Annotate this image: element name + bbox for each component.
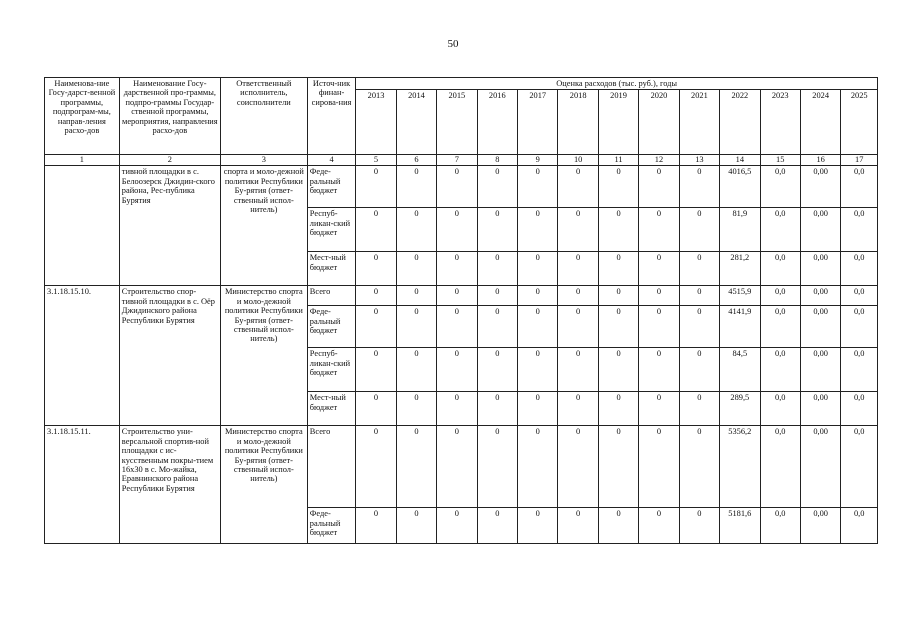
value-cell: 0 xyxy=(639,508,679,544)
value-cell: 0 xyxy=(558,286,598,306)
value-cell: 0 xyxy=(518,252,558,286)
value-cell: 0 xyxy=(598,252,638,286)
column-numbers-row xyxy=(45,155,878,166)
value-cell: 0 xyxy=(639,286,679,306)
activity-name-cell: Строительство спор-тивной площадки в с. Оёр Джидинского района Республики Бурятия xyxy=(119,286,220,426)
value-cell: 0 xyxy=(679,252,719,286)
code-cell: 3.1.18.15.11. xyxy=(45,426,120,544)
header-cost-estimate: Оценка расходов (тыс. руб.), годы xyxy=(356,78,878,90)
value-cell: 0,0 xyxy=(841,306,878,348)
value-cell: 0 xyxy=(518,508,558,544)
header-activity-name: Наименование Госу-дарственной про-граммы, подпро-граммы Государ-ственной программы, мероприятия, направления расхо-дов xyxy=(119,78,220,155)
value-cell: 0,0 xyxy=(760,392,800,426)
value-cell: 0 xyxy=(639,166,679,208)
value-cell: 0 xyxy=(598,286,638,306)
value-cell: 0 xyxy=(396,426,436,508)
year-header: 2018 xyxy=(558,90,598,155)
value-cell: 0 xyxy=(639,208,679,252)
value-cell: 0 xyxy=(396,286,436,306)
funding-source-cell: Мест-ный бюджет xyxy=(307,392,356,426)
value-cell: 0,0 xyxy=(760,348,800,392)
value-cell: 5181,6 xyxy=(720,508,760,544)
funding-source-cell: Феде-ральный бюджет xyxy=(307,306,356,348)
funding-source-cell: Феде-ральный бюджет xyxy=(307,166,356,208)
value-cell: 0 xyxy=(639,426,679,508)
table-body xyxy=(45,166,878,544)
header-funding-source: Источ-ник финан-сирова-ния xyxy=(307,78,356,155)
value-cell: 0 xyxy=(356,426,396,508)
header-program-name: Наименова-ние Госу-дарст-венной программы, подпрограм-мы, направ-ления расхо-дов xyxy=(45,78,120,155)
funding-source-cell: Феде-ральный бюджет xyxy=(307,508,356,544)
column-number: 14 xyxy=(720,155,760,166)
value-cell: 0 xyxy=(598,508,638,544)
column-number: 12 xyxy=(639,155,679,166)
value-cell: 0,00 xyxy=(800,392,840,426)
funding-source-cell: Респуб-ликан-ский бюджет xyxy=(307,208,356,252)
value-cell: 0 xyxy=(679,392,719,426)
value-cell: 0 xyxy=(518,208,558,252)
value-cell: 0 xyxy=(437,392,477,426)
value-cell: 0,00 xyxy=(800,306,840,348)
table-row xyxy=(45,166,878,208)
value-cell: 0 xyxy=(356,348,396,392)
value-cell: 0 xyxy=(558,306,598,348)
value-cell: 0 xyxy=(477,252,517,286)
value-cell: 0 xyxy=(679,348,719,392)
column-number: 15 xyxy=(760,155,800,166)
value-cell: 0,0 xyxy=(841,348,878,392)
year-header: 2016 xyxy=(477,90,517,155)
value-cell: 0 xyxy=(356,392,396,426)
column-number: 17 xyxy=(841,155,878,166)
column-number: 5 xyxy=(356,155,396,166)
year-header: 2022 xyxy=(720,90,760,155)
value-cell: 0 xyxy=(437,208,477,252)
table-row xyxy=(45,426,878,508)
value-cell: 4141,9 xyxy=(720,306,760,348)
value-cell: 0 xyxy=(477,348,517,392)
value-cell: 0 xyxy=(437,508,477,544)
year-header: 2023 xyxy=(760,90,800,155)
value-cell: 0,0 xyxy=(841,392,878,426)
year-header: 2013 xyxy=(356,90,396,155)
value-cell: 0,0 xyxy=(760,252,800,286)
value-cell: 0 xyxy=(518,392,558,426)
value-cell: 0 xyxy=(518,306,558,348)
funding-source-cell: Всего xyxy=(307,426,356,508)
value-cell: 0 xyxy=(437,306,477,348)
value-cell: 0 xyxy=(558,166,598,208)
budget-table xyxy=(44,77,878,544)
column-number: 7 xyxy=(437,155,477,166)
value-cell: 0 xyxy=(356,508,396,544)
year-header: 2025 xyxy=(841,90,878,155)
value-cell: 0 xyxy=(558,252,598,286)
value-cell: 0,0 xyxy=(841,426,878,508)
value-cell: 0 xyxy=(477,208,517,252)
value-cell: 0 xyxy=(437,166,477,208)
executor-cell: Министерство спорта и моло-дежной политики Республики Бу-рятия (ответ-ственный испол-нитель) xyxy=(220,426,307,544)
value-cell: 0 xyxy=(518,286,558,306)
year-header: 2020 xyxy=(639,90,679,155)
value-cell: 0 xyxy=(558,348,598,392)
value-cell: 0 xyxy=(437,286,477,306)
value-cell: 0 xyxy=(396,208,436,252)
value-cell: 0 xyxy=(396,348,436,392)
value-cell: 0 xyxy=(679,286,719,306)
value-cell: 0 xyxy=(477,306,517,348)
value-cell: 0 xyxy=(356,166,396,208)
funding-source-cell: Всего xyxy=(307,286,356,306)
year-header: 2019 xyxy=(598,90,638,155)
value-cell: 4016,5 xyxy=(720,166,760,208)
header-executor: Ответственный исполнитель, соисполнители xyxy=(220,78,307,155)
value-cell: 81,9 xyxy=(720,208,760,252)
value-cell: 0,0 xyxy=(760,426,800,508)
value-cell: 0 xyxy=(396,252,436,286)
value-cell: 0 xyxy=(679,508,719,544)
activity-name-cell: Строительство уни-версальной спортив-ной площадки с ис-кусственным покры-тием 16х30 в с. Мо-жайка, Еравнинского района Республики Бурятия xyxy=(119,426,220,544)
value-cell: 0 xyxy=(679,306,719,348)
year-header: 2021 xyxy=(679,90,719,155)
value-cell: 4515,9 xyxy=(720,286,760,306)
value-cell: 0,0 xyxy=(841,208,878,252)
activity-name-cell: тивной площадки в с. Белоозерск Джидин-ского района, Рес-публика Бурятия xyxy=(119,166,220,286)
column-number: 6 xyxy=(396,155,436,166)
value-cell: 0 xyxy=(598,392,638,426)
column-number: 16 xyxy=(800,155,840,166)
value-cell: 0,0 xyxy=(841,286,878,306)
value-cell: 0,00 xyxy=(800,166,840,208)
value-cell: 0 xyxy=(598,166,638,208)
value-cell: 0,0 xyxy=(760,306,800,348)
page-number: 50 xyxy=(447,38,459,50)
funding-source-cell: Мест-ный бюджет xyxy=(307,252,356,286)
value-cell: 0 xyxy=(518,348,558,392)
value-cell: 0 xyxy=(437,426,477,508)
value-cell: 84,5 xyxy=(720,348,760,392)
value-cell: 0,0 xyxy=(760,286,800,306)
value-cell: 0 xyxy=(396,166,436,208)
value-cell: 0,0 xyxy=(841,252,878,286)
value-cell: 0 xyxy=(477,392,517,426)
value-cell: 0 xyxy=(558,426,598,508)
code-cell: 3.1.18.15.10. xyxy=(45,286,120,426)
value-cell: 0 xyxy=(356,286,396,306)
value-cell: 0 xyxy=(598,306,638,348)
value-cell: 0 xyxy=(477,508,517,544)
value-cell: 0,00 xyxy=(800,208,840,252)
year-header: 2024 xyxy=(800,90,840,155)
value-cell: 0 xyxy=(679,426,719,508)
table-row xyxy=(45,286,878,306)
value-cell: 0,0 xyxy=(841,166,878,208)
funding-source-cell: Респуб-ликан-ский бюджет xyxy=(307,348,356,392)
value-cell: 0 xyxy=(598,208,638,252)
executor-cell: спорта и моло-дежной политики Республики Бу-рятия (ответ-ственный испол-нитель) xyxy=(220,166,307,286)
value-cell: 0 xyxy=(396,392,436,426)
column-number: 1 xyxy=(45,155,120,166)
value-cell: 0 xyxy=(558,508,598,544)
year-header: 2014 xyxy=(396,90,436,155)
column-number: 3 xyxy=(220,155,307,166)
value-cell: 0 xyxy=(639,348,679,392)
value-cell: 0 xyxy=(679,208,719,252)
value-cell: 0 xyxy=(356,306,396,348)
value-cell: 0 xyxy=(518,426,558,508)
value-cell: 0 xyxy=(639,392,679,426)
value-cell: 0 xyxy=(437,348,477,392)
value-cell: 0 xyxy=(679,166,719,208)
year-header: 2017 xyxy=(518,90,558,155)
value-cell: 0 xyxy=(477,166,517,208)
value-cell: 0 xyxy=(558,208,598,252)
column-number: 2 xyxy=(119,155,220,166)
value-cell: 0 xyxy=(396,306,436,348)
value-cell: 0 xyxy=(477,286,517,306)
year-header: 2015 xyxy=(437,90,477,155)
executor-cell: Министерство спорта и моло-дежной политики Республики Бу-рятия (ответ-ственный испол-нитель) xyxy=(220,286,307,426)
value-cell: 0,00 xyxy=(800,508,840,544)
column-number: 13 xyxy=(679,155,719,166)
value-cell: 289,5 xyxy=(720,392,760,426)
value-cell: 0 xyxy=(356,208,396,252)
column-number: 11 xyxy=(598,155,638,166)
value-cell: 0,00 xyxy=(800,252,840,286)
column-number: 9 xyxy=(518,155,558,166)
value-cell: 0 xyxy=(437,252,477,286)
value-cell: 281,2 xyxy=(720,252,760,286)
value-cell: 0 xyxy=(639,252,679,286)
value-cell: 5356,2 xyxy=(720,426,760,508)
value-cell: 0,00 xyxy=(800,348,840,392)
value-cell: 0,0 xyxy=(841,508,878,544)
value-cell: 0,00 xyxy=(800,426,840,508)
value-cell: 0,0 xyxy=(760,166,800,208)
value-cell: 0,0 xyxy=(760,208,800,252)
value-cell: 0 xyxy=(356,252,396,286)
value-cell: 0,0 xyxy=(760,508,800,544)
value-cell: 0 xyxy=(558,392,598,426)
value-cell: 0,00 xyxy=(800,286,840,306)
code-cell xyxy=(45,166,120,286)
value-cell: 0 xyxy=(639,306,679,348)
column-number: 8 xyxy=(477,155,517,166)
column-number: 10 xyxy=(558,155,598,166)
value-cell: 0 xyxy=(477,426,517,508)
value-cell: 0 xyxy=(598,348,638,392)
value-cell: 0 xyxy=(396,508,436,544)
value-cell: 0 xyxy=(598,426,638,508)
value-cell: 0 xyxy=(518,166,558,208)
header-row xyxy=(45,78,878,90)
column-number: 4 xyxy=(307,155,356,166)
